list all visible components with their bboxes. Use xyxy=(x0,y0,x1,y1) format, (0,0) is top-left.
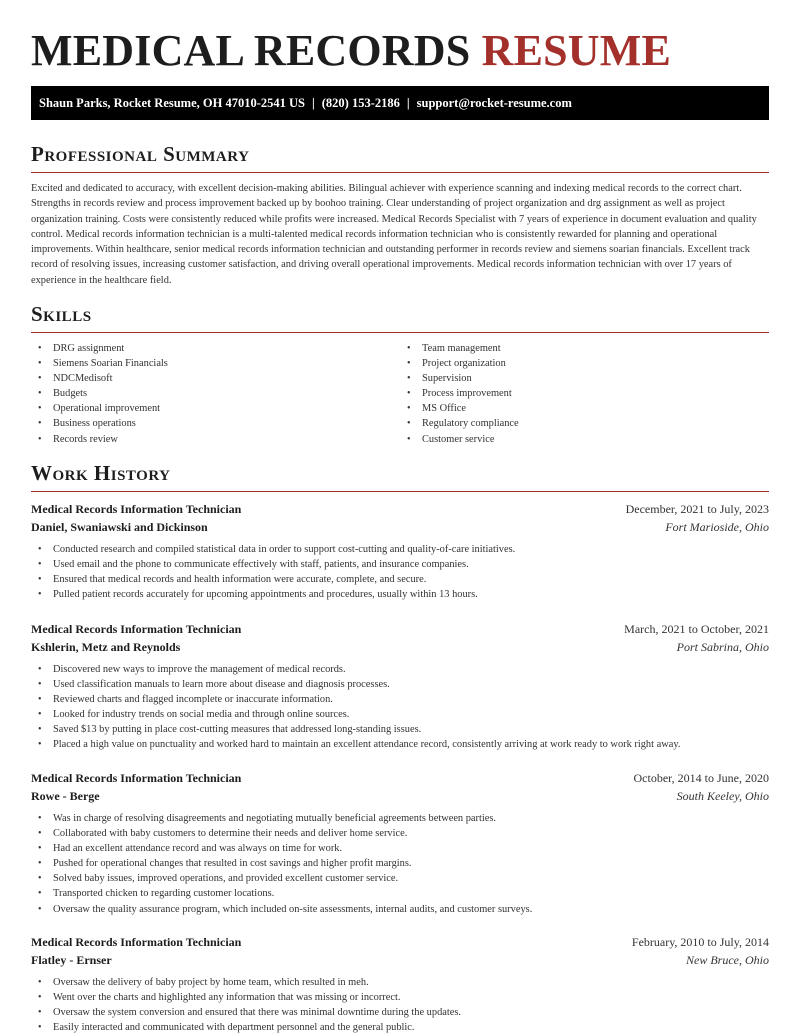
skill-item: • MS Office xyxy=(400,401,769,416)
skill-item: • DRG assignment xyxy=(31,341,400,356)
job-company: Rowe - Berge xyxy=(31,789,100,803)
job-bullet: • Pushed for operational changes that resulted in cost savings and higher profit margins. xyxy=(31,856,769,871)
skill-item: • Team management xyxy=(400,341,769,356)
contact-email: support@rocket-resume.com xyxy=(416,96,572,110)
contact-separator: | xyxy=(406,96,410,110)
job-bullets xyxy=(31,662,769,753)
contact-bar xyxy=(31,86,769,120)
skill-item: • Business operations xyxy=(31,416,400,431)
summary-section-header xyxy=(31,142,769,173)
title-main: MEDICAL RECORDS xyxy=(31,26,471,75)
job-bullet: • Collaborated with baby customers to determine their needs and deliver home service. xyxy=(31,826,769,841)
job-dates: March, 2021 to October, 2021 xyxy=(624,622,769,636)
title-accent: RESUME xyxy=(481,26,672,75)
job-bullet: • Oversaw the quality assurance program, which included on-site assessments, internal audits, and customer surveys. xyxy=(31,902,769,917)
job-bullet: • Conducted research and compiled statistical data in order to support cost-cutting and quality-of-care initiatives. xyxy=(31,542,769,557)
page-title xyxy=(31,28,671,74)
skill-item: • Operational improvement xyxy=(31,401,400,416)
job-bullet: • Easily interacted and communicated with department personnel and the general public. xyxy=(31,1020,769,1035)
job-bullet: • Solved baby issues, improved operations, and provided excellent customer service. xyxy=(31,871,769,886)
job-entry xyxy=(31,500,769,602)
job-bullet: • Looked for industry trends on social media and through online sources. xyxy=(31,707,769,722)
job-bullet: • Used email and the phone to communicate effectively with staff, patients, and insurance companies. xyxy=(31,557,769,572)
skill-item: • Supervision xyxy=(400,371,769,386)
job-entry xyxy=(31,933,769,1035)
skills-column-left xyxy=(31,341,400,447)
job-bullet: • Pulled patient records accurately for upcoming appointments and procedures, usually within 13 hours. xyxy=(31,587,769,602)
job-location: Fort Marioside, Ohio xyxy=(665,520,769,534)
job-bullet: • Oversaw the delivery of baby project by home team, which resulted in meh. xyxy=(31,975,769,990)
job-bullet: • Used classification manuals to learn more about disease and diagnosis processes. xyxy=(31,677,769,692)
skill-item: • Project organization xyxy=(400,356,769,371)
summary-heading: Professional Summary xyxy=(31,142,250,166)
skills-column-right xyxy=(400,341,769,447)
skills-section-header xyxy=(31,302,769,333)
job-title: Medical Records Information Technician xyxy=(31,622,242,636)
skill-item: • Process improvement xyxy=(400,386,769,401)
job-bullet: • Reviewed charts and flagged incomplete or inaccurate information. xyxy=(31,692,769,707)
job-bullet: • Ensured that medical records and health information were accurate, complete, and secure. xyxy=(31,572,769,587)
job-dates: December, 2021 to July, 2023 xyxy=(625,502,769,516)
contact-address: Shaun Parks, Rocket Resume, OH 47010-2541 US xyxy=(39,96,305,110)
contact-phone: (820) 153-2186 xyxy=(321,96,400,110)
job-dates: October, 2014 to June, 2020 xyxy=(633,771,769,785)
skill-item: • Regulatory compliance xyxy=(400,416,769,431)
job-location: South Keeley, Ohio xyxy=(676,789,769,803)
job-location: Port Sabrina, Ohio xyxy=(676,640,769,654)
skill-item: • Records review xyxy=(31,432,400,447)
job-company: Flatley - Ernser xyxy=(31,953,112,967)
skills-heading: Skills xyxy=(31,302,92,326)
job-title: Medical Records Information Technician xyxy=(31,502,242,516)
job-title: Medical Records Information Technician xyxy=(31,771,242,785)
skill-item: • Siemens Soarian Financials xyxy=(31,356,400,371)
job-bullet: • Oversaw the system conversion and ensured that there was minimal downtime during the updates. xyxy=(31,1005,769,1020)
job-dates: February, 2010 to July, 2014 xyxy=(631,935,769,949)
job-entry xyxy=(31,620,769,753)
contact-separator: | xyxy=(312,96,315,110)
job-title: Medical Records Information Technician xyxy=(31,935,242,949)
skill-item: • Customer service xyxy=(400,432,769,447)
job-bullet: • Discovered new ways to improve the management of medical records. xyxy=(31,662,769,677)
skill-item: • Budgets xyxy=(31,386,400,401)
job-bullet: • Saved $13 by putting in place cost-cutting measures that addressed long-standing issues. xyxy=(31,722,769,737)
work-section-header xyxy=(31,461,769,492)
job-company: Kshlerin, Metz and Reynolds xyxy=(31,640,181,654)
job-bullets xyxy=(31,542,769,602)
job-bullet: • Placed a high value on punctuality and worked hard to maintain an excellent attendance record, consistently arriving at work ready to work right away. xyxy=(31,737,769,752)
job-location: New Bruce, Ohio xyxy=(686,953,769,967)
job-bullet: • Was in charge of resolving disagreements and negotiating mutually beneficial agreements between parties. xyxy=(31,811,769,826)
job-bullets xyxy=(31,975,769,1035)
skills-list xyxy=(31,341,769,447)
summary-text: Excited and dedicated to accuracy, with excellent decision-making abilities. Bilingual achiever with experience scanning and indexing medical records to the correct chart. Strengths in records review and process improvement backed up by boohoo training. Clear understanding of project organization and drg assignment as well as project organization training. Costs were consistently reduced while profits were increased. Medical Records Specialist with 7 years of experience in document evaluation and quality control. Medical records information technician is a multi-talented medical records information technician who is consistently rewarded for planning and operational improvements. Within healthcare, senior medical records information technician and outstanding performer in records review and siemens soarian financials. Excellent track record of resolving issues, increasing customer satisfaction, and driving overall operational improvements. Medical records information technician with over 17 years of experience in the healthcare field. xyxy=(31,183,757,286)
job-bullet: • Went over the charts and highlighted any information that was missing or incorrect. xyxy=(31,990,769,1005)
job-bullet: • Transported chicken to regarding customer locations. xyxy=(31,886,769,901)
job-entry xyxy=(31,769,769,917)
job-bullets xyxy=(31,811,769,917)
job-company: Daniel, Swaniawski and Dickinson xyxy=(31,520,208,534)
work-heading: Work History xyxy=(31,461,171,485)
job-bullet: • Had an excellent attendance record and was always on time for work. xyxy=(31,841,769,856)
skill-item: • NDCMedisoft xyxy=(31,371,400,386)
